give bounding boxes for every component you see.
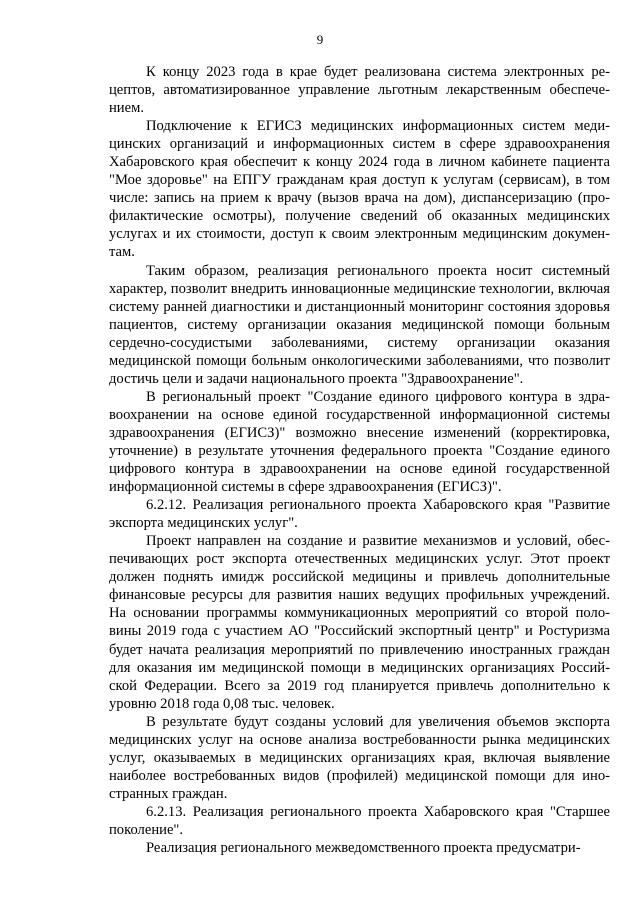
paragraph-export-results: В результате будут созданы условий для увеличения объемов экспорта медицинских услуг на основе анализа востребованности рынка медицинских услуг, оказываемых в медицинских организациях края, включая выявление наиболее востребованных видов (профилей) медицинской помощи для иностранных граждан.: [109, 713, 610, 802]
page-number: 9: [316, 32, 324, 47]
paragraph-project-summary: Таким образом, реализация регионального проекта носит системный характер, позволит внедрить инновационные медицинские технологии, включая систему ранней диагностики и дистанционный мониторинг состояния здоровья пациентов, систему организации оказания медицинской помощи больным сердечно-сосудистыми заболеваниями, систему организации оказания медицинской помощи больным онкологическими заболеваниями, что позволит достичь цели и задачи национального проекта "Здравоохранение".: [109, 262, 610, 387]
paragraph-interagency-project: Реализация регионального межведомственного проекта предусматри-: [146, 840, 581, 857]
document-body: [109, 63, 610, 857]
section-heading-6-2-12: 6.2.12. Реализация регионального проекта Хабаровского края "Развитие экспорта медицинских услуг".: [109, 497, 610, 532]
paragraph-project-changes: В региональный проект "Создание единого цифрового контура в здравоохранении на основе единой государственной информационной системы здравоохранения (ЕГИСЗ)" возможно внесение изменений (корректировка, уточнение) в результате уточнения федерального проекта "Создание единого цифрового контура в здравоохранении на основе единой государственной информационной системы в сфере здравоохранения (ЕГИСЗ)".: [109, 388, 610, 496]
paragraph-export-project: Проект направлен на создание и развитие механизмов и условий, обеспечивающих рост экспорта отечественных медицинских услуг. Этот проект должен поднять имидж российской медицины и привлечь дополнительные финансовые ресурсы для развития наших ведущих профильных учреждений. На основании программы коммуникационных мероприятий со второй половины 2019 года с участием АО "Российский экспортный центр" и Ростуризма будет начата реализация мероприятий по привлечению иностранных граждан для оказания им медицинской помощи в медицинских организациях Российской Федерации. Всего за 2019 год планируется привлечь дополнительно к уровню 2018 года 0,08 тыс. человек.: [109, 533, 610, 712]
paragraph-egisz-connection: Подключение к ЕГИСЗ медицинских информационных систем медицинских организаций и информационных систем в сфере здравоохранения Хабаровского края обеспечит к концу 2024 года в личном кабинете пациента "Мое здоровье" на ЕПГУ гражданам края доступ к услугам (сервисам), в том числе: запись на прием к врачу (вызов врача на дом), диспансеризацию (профилактические осмотры), получение сведений об оказанных медицинских услугах и их стоимости, доступ к своим электронным медицинским документам.: [109, 118, 610, 261]
paragraph-e-prescriptions: К концу 2023 года в крае будет реализована система электронных рецептов, автоматизированное управление льготным лекарственным обеспечением.: [109, 64, 610, 117]
section-heading-6-2-13: 6.2.13. Реализация регионального проекта Хабаровского края "Старшее поколение".: [109, 803, 610, 838]
